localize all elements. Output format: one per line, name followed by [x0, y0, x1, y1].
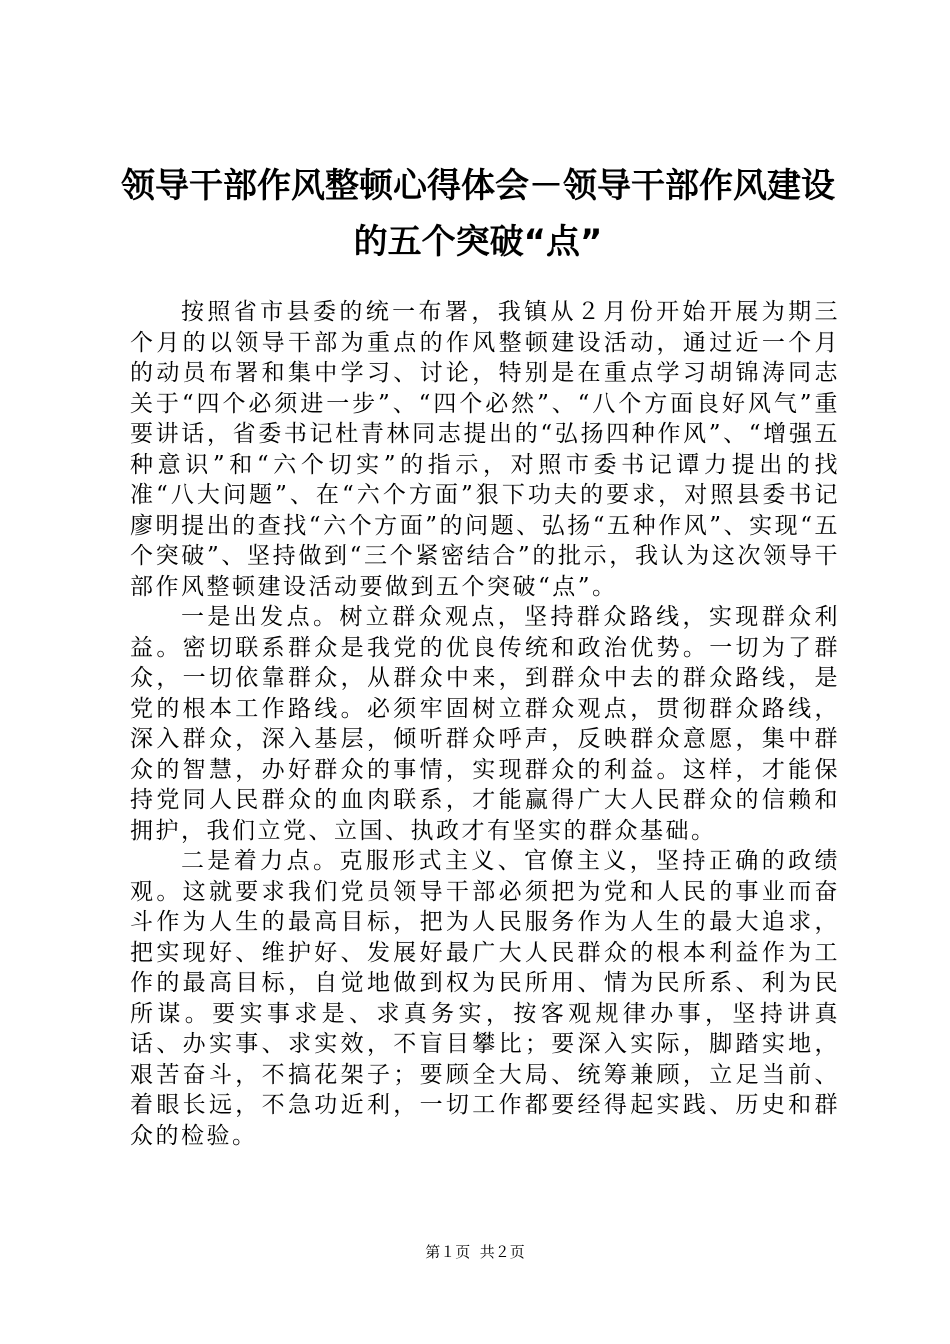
- page-total: 共２页: [479, 1243, 525, 1261]
- document-title: 领导干部作风整顿心得体会－领导干部作风建设的五个突破“点”: [121, 166, 835, 262]
- paragraph-point-one: 一是出发点。树立群众观点，坚持群众路线，实现群众利益。密切联系群众是我党的优良传统和政治优势。一切为了群众，一切依靠群众，从群众中来，到群众中去的群众路线，是党的根本工作路线。必须牢固树立群众观点，贯彻群众路线，深入群众，深入基层，倾听群众呼声，反映群众意愿，集中群众的智慧，办好群众的事情，实现群众的利益。这样，才能保持党同人民群众的血肉联系，才能赢得广大人民群众的信赖和拥护，我们立党、立国、执政才有坚实的群众基础。: [130, 604, 840, 844]
- page-number: 第１页: [425, 1243, 471, 1261]
- paragraph-intro: 按照省市县委的统一布署，我镇从２月份开始开展为期三个月的以领导干部为重点的作风整顿建设活动，通过近一个月的动员布署和集中学习、讨论，特别是在重点学习胡锦涛同志关于“四个必须进一步”、“四个必然”、“八个方面良好风气”重要讲话，省委书记杜青林同志提出的“弘扬四种作风”、“增强五种意识”和“六个切实”的指示，对照市委书记谭力提出的找准“八大问题”、在“六个方面”狠下功夫的要求，对照县委书记廖明提出的查找“六个方面”的问题、弘扬“五种作风”、实现“五个突破”、坚持做到“三个紧密结合”的批示，我认为这次领导干部作风整顿建设活动要做到五个突破“点”。: [130, 299, 840, 600]
- document-body: [130, 297, 840, 1151]
- paragraph-point-two: 二是着力点。克服形式主义、官僚主义，坚持正确的政绩观。这就要求我们党员领导干部必须把为党和人民的事业而奋斗作为人生的最高目标，把为人民服务作为人生的最大追求，把实现好、维护好、发展好最广大人民群众的根本利益作为工作的最高目标，自觉地做到权为民所用、情为民所系、利为民所谋。要实事求是、求真务实，按客观规律办事，坚持讲真话、办实事、求实效，不盲目攀比；要深入实际，脚踏实地，艰苦奋斗，不搞花架子；要顾全大局、统筹兼顾，立足当前、着眼长远，不急功近利，一切工作都要经得起实践、历史和群众的检验。: [130, 848, 840, 1149]
- page-footer: [0, 1242, 950, 1262]
